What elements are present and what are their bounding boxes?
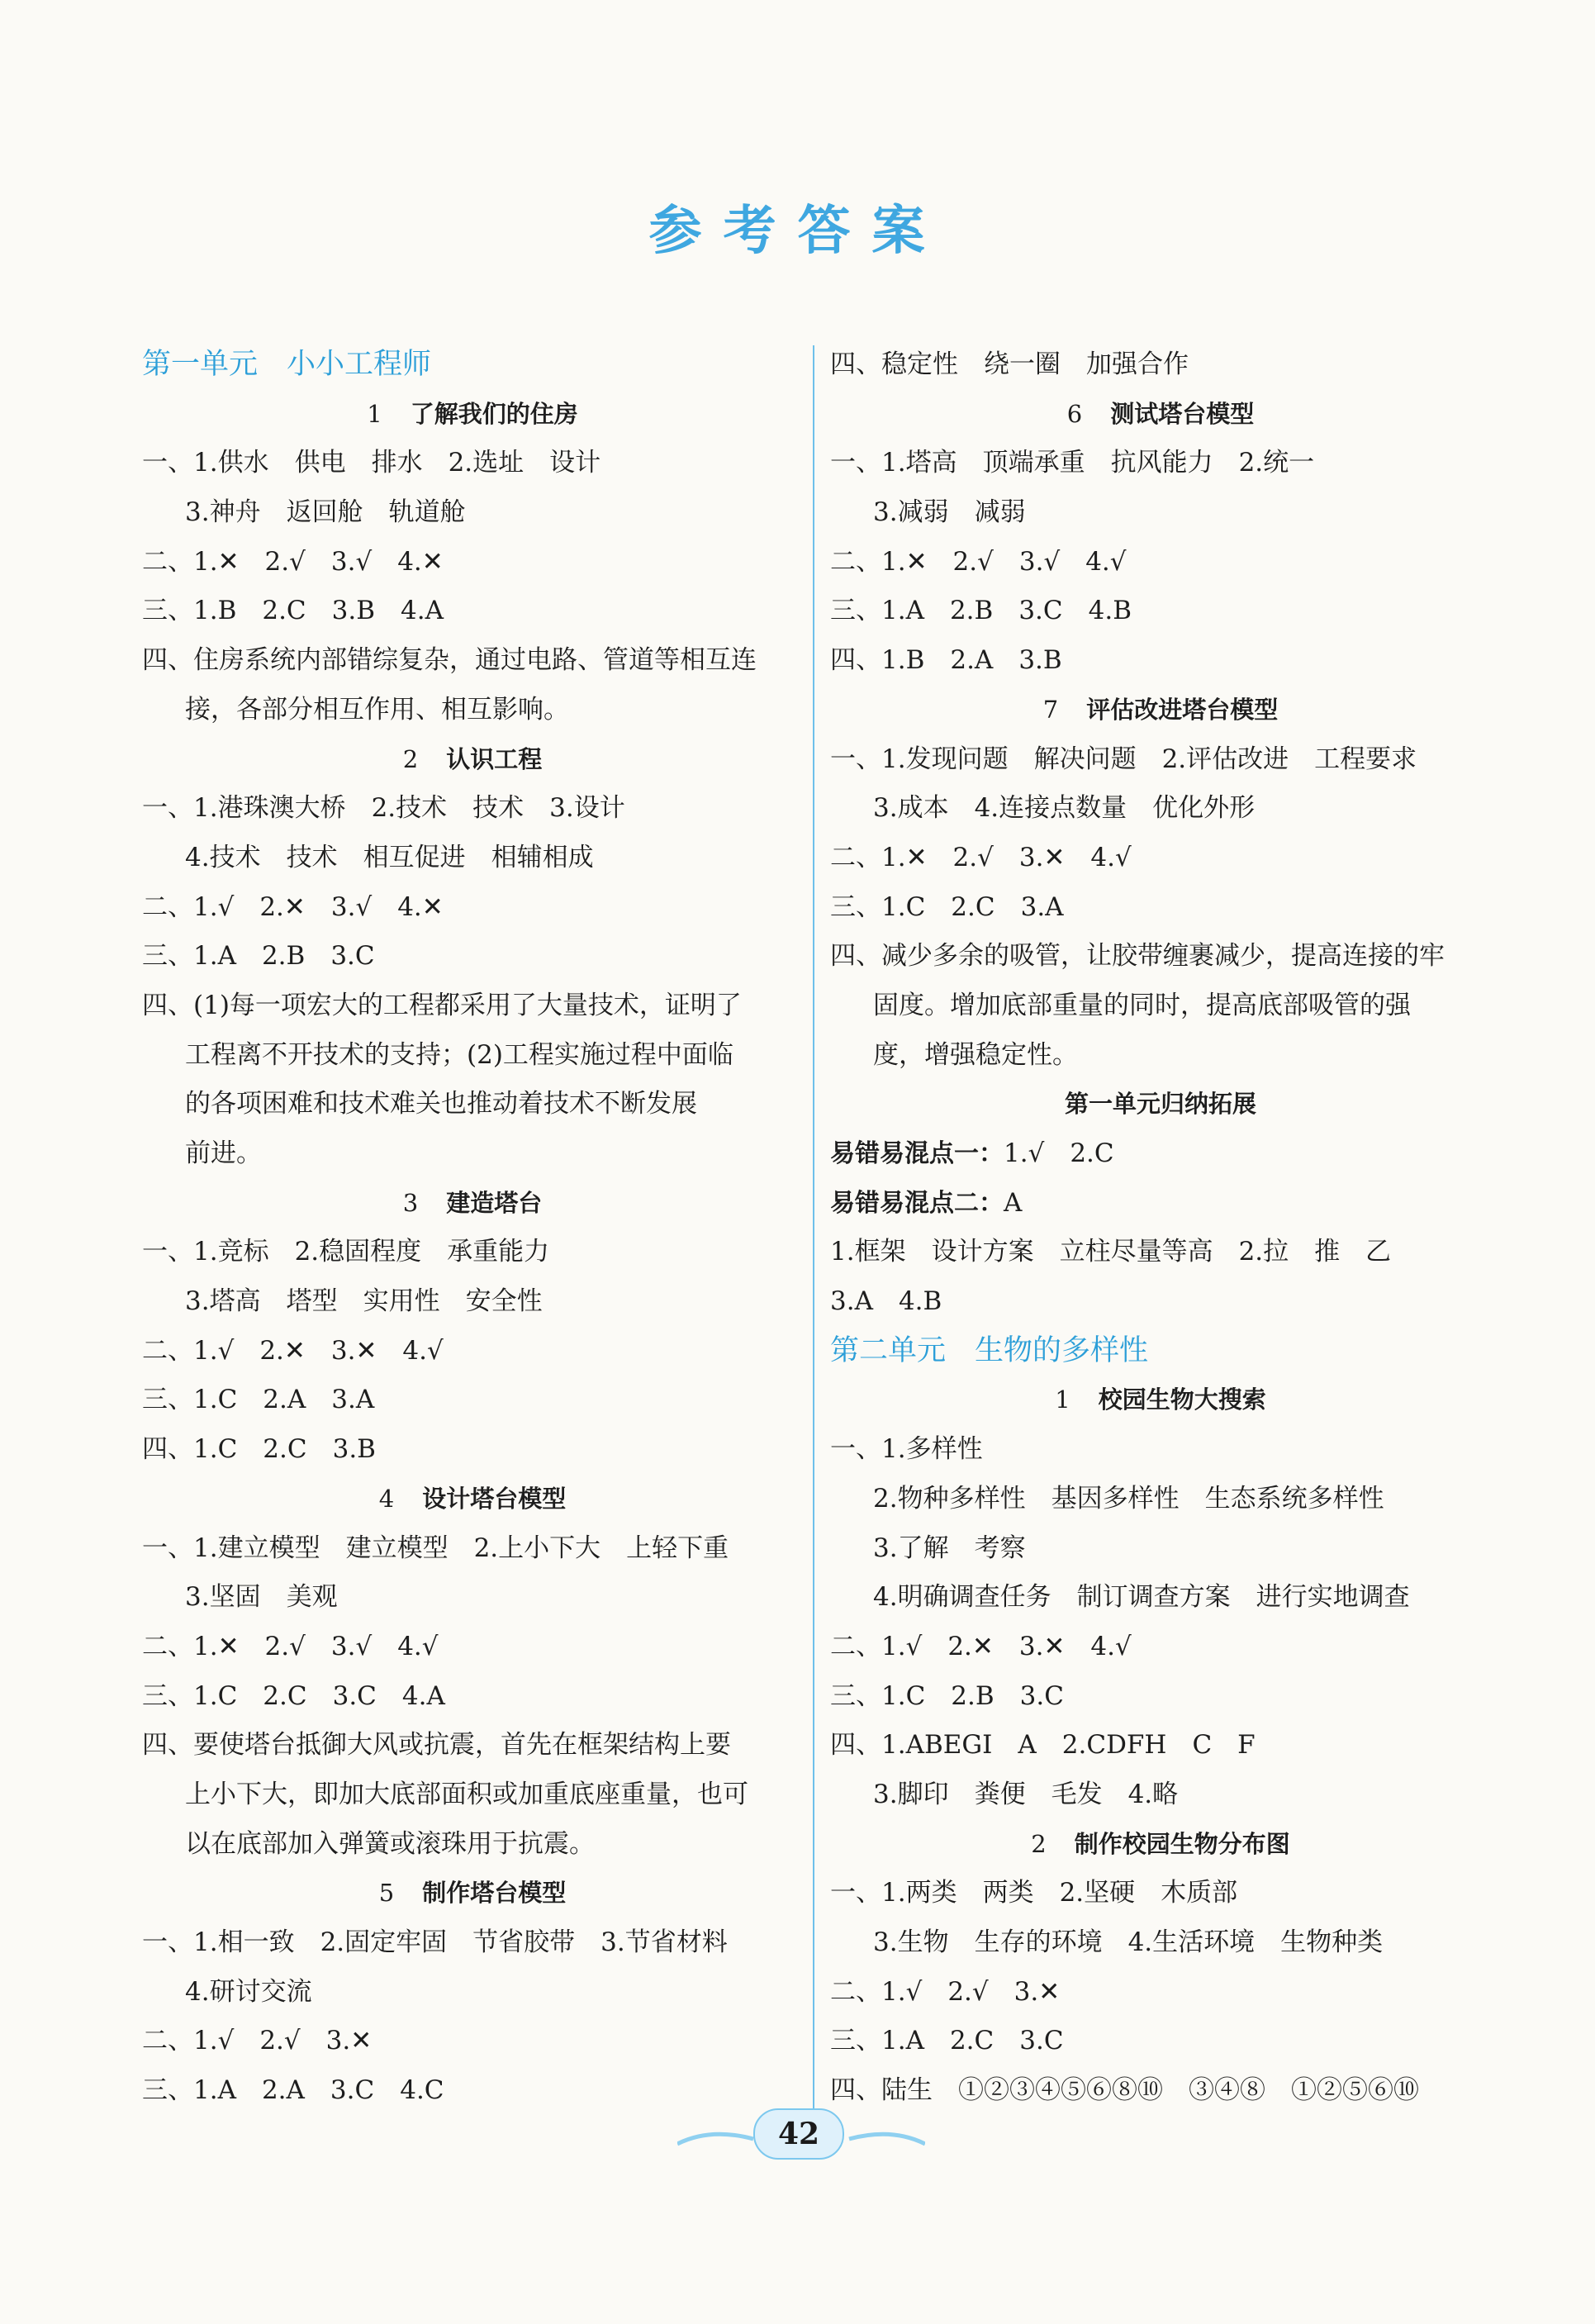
wave-right <box>849 2134 925 2144</box>
lesson-number: 1 <box>1055 1385 1070 1414</box>
answers-right-column <box>830 340 1491 2116</box>
answer-line-continued: 3.塔高 塔型 实用性 安全性 <box>185 1286 543 1317</box>
lesson-number: 2 <box>402 744 419 773</box>
answer-line: 四、1.B 2.A 3.B <box>830 645 1062 676</box>
answer-label: 易错易混点二： <box>830 1188 1004 1218</box>
lesson-title: 校园生物大搜索 <box>1098 1385 1266 1414</box>
lesson-number: 4 <box>378 1484 395 1513</box>
lesson-heading <box>142 1179 803 1229</box>
lesson-title: 制作校园生物分布图 <box>1074 1829 1290 1858</box>
lesson-number: 5 <box>378 1879 395 1908</box>
answer-text: A <box>1004 1187 1023 1218</box>
answer-line: 一、1.供水 供电 排水 2.选址 设计 <box>142 448 601 478</box>
answer-line <box>830 1129 1491 1179</box>
answer-line-continued: 4.技术 技术 相互促进 相辅相成 <box>185 842 594 872</box>
answer-line-continued: 度，增强稳定性。 <box>873 1039 1078 1070</box>
answer-line-continued: 以在底部加入弹簧或滚珠用于抗震。 <box>185 1828 595 1859</box>
lesson-number: 1 <box>367 399 382 428</box>
answer-line: 1.框架 设计方案 立柱尽量等高 2.拉 推 乙 <box>830 1237 1392 1267</box>
answer-line: 四、稳定性 绕一圈 加强合作 <box>830 349 1189 379</box>
answer-line: 一、1.两类 两类 2.坚硬 木质部 <box>830 1878 1238 1908</box>
answer-line: 四、(1)每一项宏大的工程都采用了大量技术，证明了 <box>142 990 742 1020</box>
answer-line-continued: 2.物种多样性 基因多样性 生态系统多样性 <box>873 1483 1384 1514</box>
page-number: 42 <box>753 2108 844 2160</box>
lesson-title: 制作塔台模型 <box>422 1879 567 1908</box>
lesson-heading <box>142 390 803 440</box>
answer-line-continued: 3.了解 考察 <box>873 1533 1026 1563</box>
lesson-title: 认识工程 <box>446 744 543 773</box>
lesson-heading <box>142 1475 803 1524</box>
answer-line: 二、1.√ 2.✕ 3.√ 4.✕ <box>142 891 444 922</box>
answer-line: 四、陆生 ①②③④⑤⑥⑧⑩ ③④⑧ ①②⑤⑥⑩ <box>830 2075 1419 2106</box>
answer-line-continued: 前进。 <box>185 1138 262 1168</box>
answer-line: 三、1.A 2.A 3.C 4.C <box>142 2075 444 2106</box>
wave-left <box>677 2134 753 2144</box>
lesson-title: 第一单元归纳拓展 <box>1064 1090 1256 1119</box>
answer-line: 一、1.港珠澳大桥 2.技术 技术 3.设计 <box>142 793 625 824</box>
unit-heading: 第二单元 生物的多样性 <box>830 1333 1149 1367</box>
answer-line-continued: 4.研讨交流 <box>185 1976 312 2007</box>
lesson-heading <box>142 735 803 785</box>
lesson-heading <box>142 1869 803 1918</box>
lesson-title: 了解我们的住房 <box>410 399 578 428</box>
answer-line-continued: 上小下大，即加大底部面积或加重底座重量，也可 <box>185 1779 748 1809</box>
answer-line: 四、1.C 2.C 3.B <box>142 1434 376 1465</box>
answer-line: 四、减少多余的吸管，让胶带缠裹减少，提高连接的牢 <box>830 941 1445 972</box>
answer-line: 一、1.塔高 顶端承重 抗风能力 2.统一 <box>830 448 1315 478</box>
lesson-number: 7 <box>1042 695 1059 724</box>
lesson-heading <box>830 1080 1491 1129</box>
answer-line-continued: 4.明确调查任务 制订调查方案 进行实地调查 <box>873 1582 1410 1613</box>
answer-line: 一、1.竞标 2.稳固程度 承重能力 <box>142 1237 550 1267</box>
lesson-heading <box>830 390 1491 440</box>
answer-line: 三、1.B 2.C 3.B 4.A <box>142 596 444 626</box>
answer-line: 四、要使塔台抵御大风或抗震，首先在框架结构上要 <box>142 1730 731 1761</box>
answer-line-continued: 的各项困难和技术难关也推动着技术不断发展 <box>185 1089 697 1119</box>
answer-line: 二、1.√ 2.√ 3.✕ <box>830 1976 1061 2007</box>
answer-text: 1.√ 2.C <box>1004 1138 1114 1168</box>
answer-line: 三、1.C 2.C 3.A <box>830 891 1064 922</box>
lesson-title: 测试塔台模型 <box>1110 399 1255 428</box>
answer-line-continued: 3.脚印 粪便 毛发 4.略 <box>873 1779 1179 1809</box>
answer-line: 二、1.√ 2.√ 3.✕ <box>142 2026 373 2056</box>
answer-line: 三、1.A 2.C 3.C <box>830 2026 1064 2056</box>
lesson-title: 设计塔台模型 <box>422 1484 567 1513</box>
answer-line: 二、1.√ 2.✕ 3.✕ 4.√ <box>830 1631 1132 1661</box>
answer-line: 二、1.✕ 2.√ 3.√ 4.√ <box>830 546 1127 577</box>
lesson-heading <box>830 686 1491 735</box>
answer-line: 四、1.ABEGI A 2.CDFH C F <box>830 1730 1256 1761</box>
answer-line-continued: 3.减弱 减弱 <box>873 497 1026 528</box>
answer-line <box>830 1179 1491 1229</box>
answer-line-continued: 固度。增加底部重量的同时，提高底部吸管的强 <box>873 990 1411 1020</box>
answer-line: 一、1.发现问题 解决问题 2.评估改进 工程要求 <box>830 744 1417 774</box>
answer-line: 一、1.多样性 <box>830 1434 983 1465</box>
answers-left-column <box>142 340 803 2116</box>
answer-line-continued: 接，各部分相互作用、相互影响。 <box>185 694 569 725</box>
answer-label: 易错易混点一： <box>830 1139 1004 1168</box>
lesson-heading <box>830 1376 1491 1425</box>
lesson-number: 2 <box>1031 1829 1047 1858</box>
answer-line: 三、1.A 2.B 3.C 4.B <box>830 596 1132 626</box>
answer-line: 二、1.✕ 2.√ 3.✕ 4.√ <box>830 842 1132 872</box>
answer-line-continued: 3.神舟 返回舱 轨道舱 <box>185 497 466 528</box>
lesson-title: 评估改进塔台模型 <box>1086 695 1279 724</box>
answer-line: 一、1.建立模型 建立模型 2.上小下大 上轻下重 <box>142 1533 729 1563</box>
answer-line: 四、住房系统内部错综复杂，通过电路、管道等相互连 <box>142 645 757 676</box>
answer-line: 二、1.✕ 2.√ 3.√ 4.√ <box>142 1631 439 1661</box>
lesson-number: 3 <box>402 1188 419 1217</box>
lesson-number: 6 <box>1066 399 1083 428</box>
answer-line: 3.A 4.B <box>830 1286 942 1317</box>
answer-line-continued: 3.成本 4.连接点数量 优化外形 <box>873 793 1256 824</box>
unit-heading: 第一单元 小小工程师 <box>142 348 432 381</box>
answer-line: 二、1.✕ 2.√ 3.√ 4.✕ <box>142 546 444 577</box>
answer-line-continued: 3.坚固 美观 <box>185 1582 338 1613</box>
answer-line-continued: 3.生物 生存的环境 4.生活环境 生物种类 <box>873 1927 1384 1957</box>
answer-line: 三、1.A 2.B 3.C <box>142 941 375 972</box>
answer-line: 一、1.相一致 2.固定牢固 节省胶带 3.节省材料 <box>142 1927 728 1957</box>
lesson-heading <box>830 1820 1491 1870</box>
column-divider <box>813 345 814 2127</box>
page-title: 参考答案 <box>648 200 947 262</box>
answer-line: 三、1.C 2.C 3.C 4.A <box>142 1680 445 1711</box>
answer-line: 三、1.C 2.B 3.C <box>830 1680 1064 1711</box>
answer-line-continued: 工程离不开技术的支持；(2)工程实施过程中面临 <box>185 1039 733 1070</box>
answer-line: 三、1.C 2.A 3.A <box>142 1385 375 1415</box>
lesson-title: 建造塔台 <box>446 1188 543 1217</box>
answer-line: 二、1.√ 2.✕ 3.✕ 4.√ <box>142 1335 444 1366</box>
